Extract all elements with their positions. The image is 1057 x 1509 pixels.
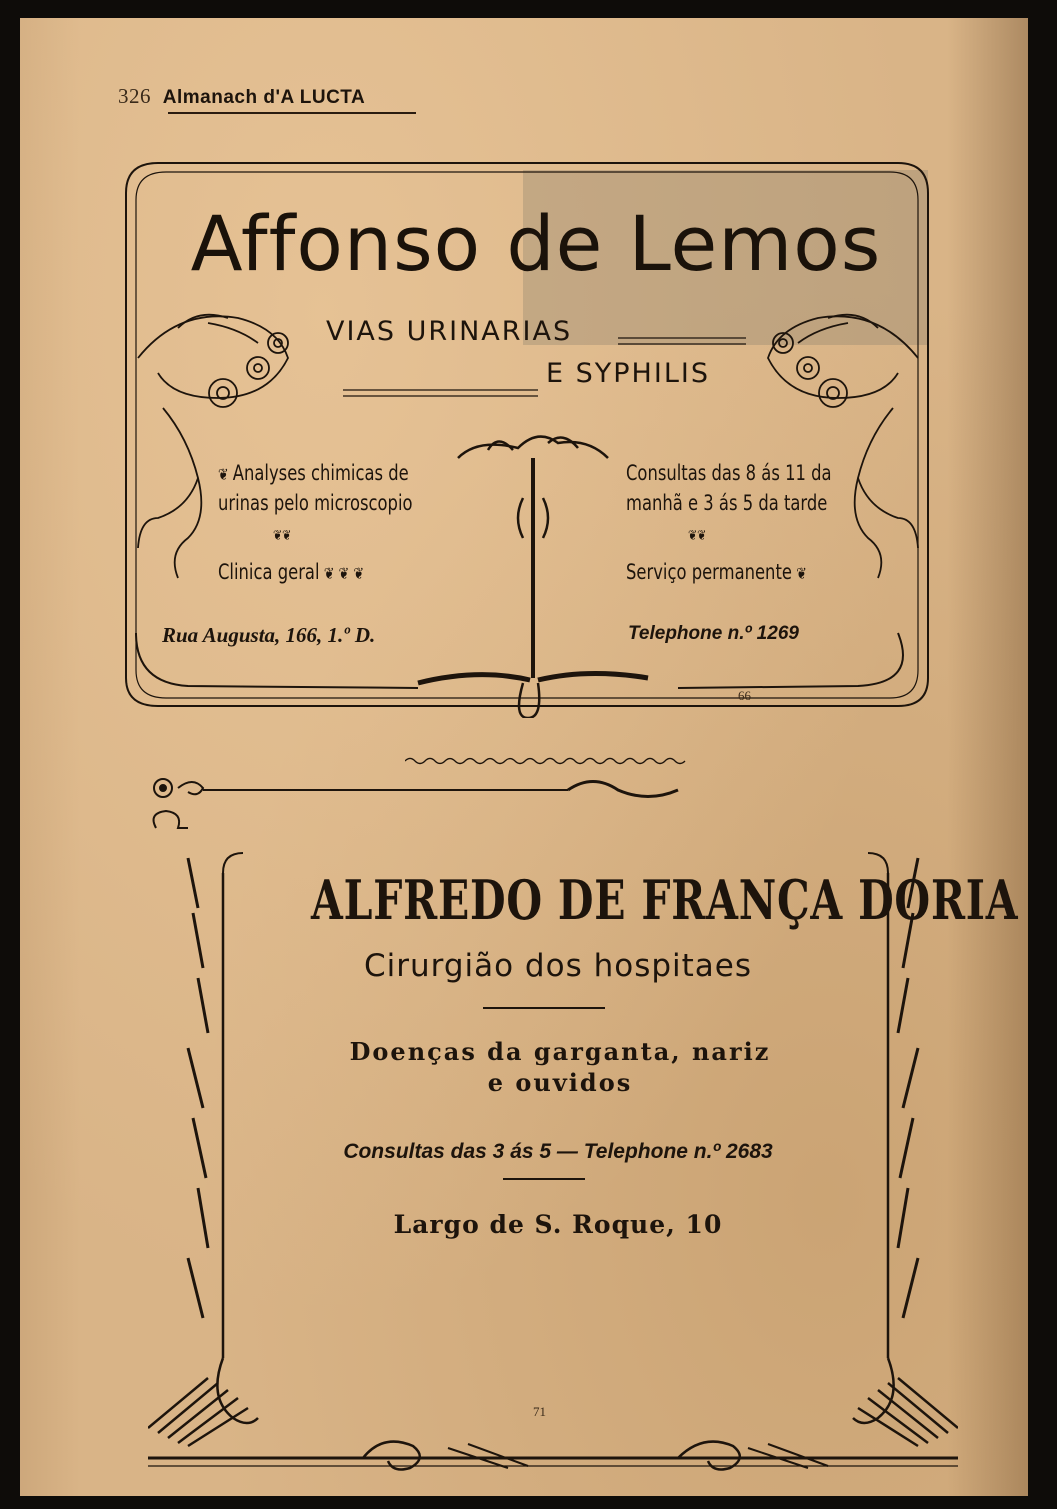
almanac-page (20, 18, 1028, 1496)
ad2-number: 71 (533, 1404, 546, 1419)
ad1-number: 66 (738, 688, 751, 703)
fleuron-icon: ❦ (791, 564, 807, 583)
right-col-line-2: manhã e 3 ás 5 da tarde (626, 491, 828, 515)
wavy-divider (405, 756, 690, 766)
left-col-line-3: Clinica geral ❦ ❦ ❦ (218, 560, 364, 584)
right-col-line-3: Serviço permanente ❦ (626, 560, 807, 584)
diseases-line-1: Doenças da garganta, nariz (349, 1037, 771, 1066)
header-underline (168, 112, 416, 114)
leaf-ornament-right (768, 315, 918, 578)
ad1-telephone: Telephone n.º 1269 (628, 623, 799, 644)
page-number: 326 (118, 84, 151, 108)
left-col-line-2: urinas pelo microscopio (218, 491, 413, 515)
surgeon-role: Cirurgião dos hospitaes (363, 948, 753, 984)
advertisement-alfredo-de-franca-doria (148, 778, 1019, 1478)
ad2-address: Largo de S. Roque, 10 (393, 1210, 723, 1239)
central-flower-ornament (418, 437, 648, 718)
doctor-name: Affonso de Lemos (190, 199, 882, 288)
page-header (118, 84, 365, 109)
fleuron-icon: ❦ (218, 465, 233, 484)
leaf-ornament-left (138, 315, 288, 578)
fleuron-row-icon: ❦ ❦ ❦ (319, 564, 364, 583)
specialty-diseases (260, 1036, 860, 1098)
fleuron-pair-icon: ❦❦ (273, 528, 292, 544)
diseases-line-2: e ouvidos (487, 1068, 633, 1098)
fleuron-pair-icon: ❦❦ (688, 528, 707, 544)
advertisement-affonso-de-lemos (118, 158, 936, 718)
specialty-line-2: E SYPHILIS (546, 358, 710, 389)
divider-rule (503, 1178, 585, 1180)
left-col-line-1: ❦ Analyses chimicas de (218, 461, 409, 485)
ad1-address: Rua Augusta, 166, 1.º D. (162, 623, 376, 647)
right-col-line-1: Consultas das 8 ás 11 da (626, 461, 832, 485)
specialty-line-1: VIAS URINARIAS (326, 316, 573, 347)
almanac-title: Almanach d'A LUCTA (162, 87, 366, 108)
divider-rule (483, 1007, 605, 1009)
consultation-hours: Consultas das 3 ás 5 — Telephone n.º 2683 (343, 1140, 773, 1163)
surgeon-name: ALFREDO DE FRANÇA DORIA (311, 868, 1019, 932)
